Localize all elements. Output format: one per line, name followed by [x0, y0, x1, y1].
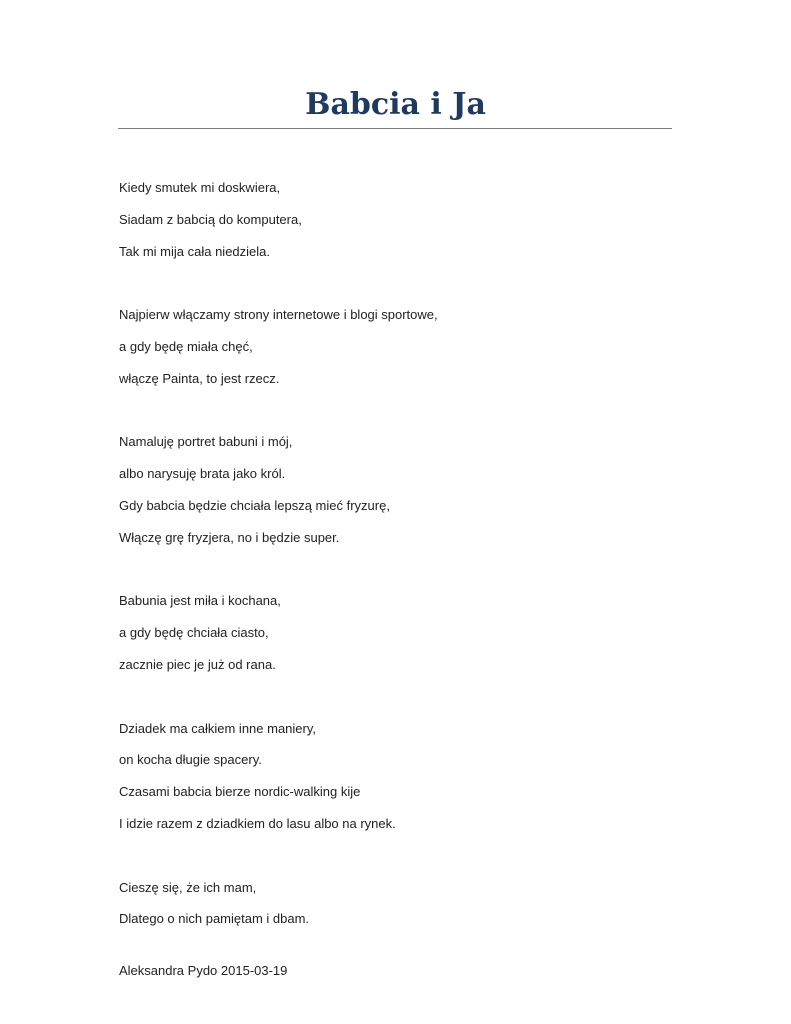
stanza-2: [119, 305, 679, 400]
poem-line: Cieszę się, że ich mam,: [119, 879, 257, 895]
poem-line: Najpierw włączamy strony internetowe i blogi sportowe,: [119, 307, 438, 323]
poem-line: a gdy będę miała chęć,: [119, 338, 253, 354]
poem-line: Włączę grę fryzjera, no i będzie super.: [119, 529, 340, 545]
stanza-break: [119, 846, 679, 878]
poem-line: Kiedy smutek mi doskwiera,: [119, 180, 281, 195]
stanza-break: [119, 273, 679, 305]
stanza-break: [119, 401, 679, 433]
poem-line: włączę Painta, to jest rzecz.: [119, 370, 280, 386]
stanza-4: [119, 591, 679, 686]
poem-line: albo narysuję brata jako król.: [119, 466, 286, 482]
stanza-3: [119, 432, 679, 559]
poem-line: a gdy będę chciała ciasto,: [119, 625, 269, 641]
title-underline: [118, 128, 672, 129]
stanza-5: [119, 719, 679, 846]
stanza-break: [119, 560, 679, 592]
author-signature: Aleksandra Pydo 2015-03-19: [119, 963, 288, 978]
stanza-6: [119, 878, 679, 942]
poem-line: Siadam z babcią do komputera,: [119, 211, 302, 227]
poem-line: Czasami babcia bierze nordic-walking kije: [119, 784, 361, 800]
poem-line: zacznie piec je już od rana.: [119, 656, 276, 672]
stanza-1: [119, 178, 679, 273]
poem-title: Babcia i Ja: [305, 87, 486, 122]
poem-body: [119, 178, 679, 941]
poem-line: Tak mi mija cała niedziela.: [119, 243, 271, 259]
poem-line: on kocha długie spacery.: [119, 752, 262, 768]
stanza-break: [119, 687, 679, 719]
poem-line: Dziadek ma całkiem inne maniery,: [119, 720, 316, 736]
poem-line: Babunia jest miła i kochana,: [119, 593, 281, 609]
poem-line: Namaluję portret babuni i mój,: [119, 434, 293, 450]
poem-line: Gdy babcia będzie chciała lepszą mieć fryzurę,: [119, 497, 390, 513]
poem-line: Dlatego o nich pamiętam i dbam.: [119, 911, 310, 927]
poem-line: I idzie razem z dziadkiem do lasu albo na rynek.: [119, 815, 396, 831]
